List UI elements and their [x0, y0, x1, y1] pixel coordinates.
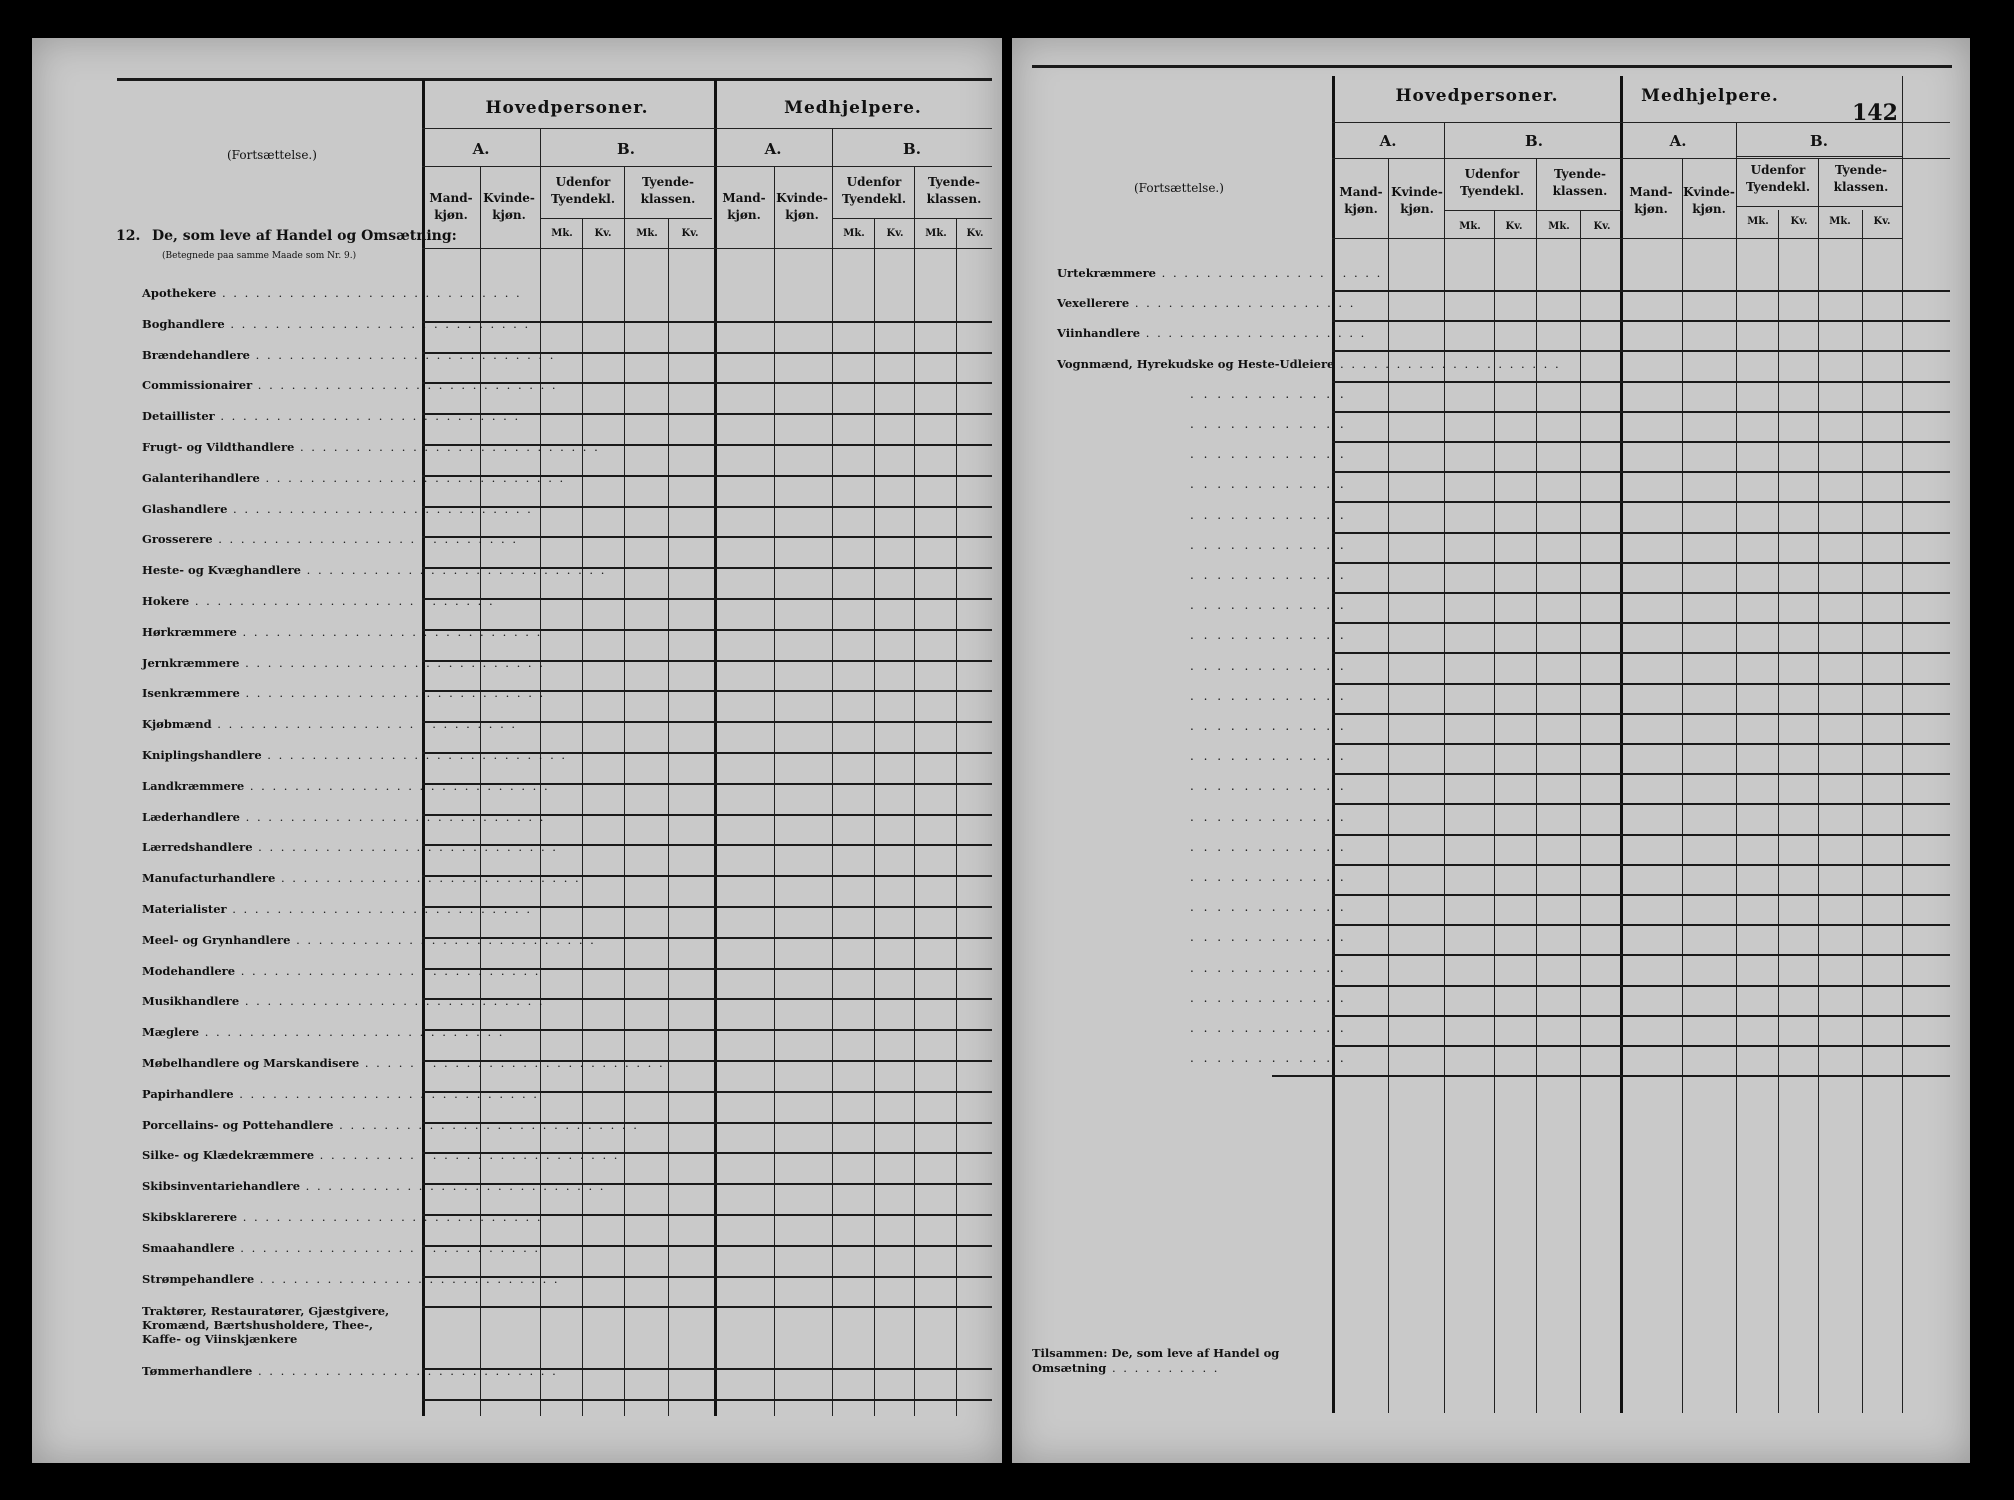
row-label-text: Landkræmmere — [142, 778, 245, 793]
row-label: Viinhandlere . . . . . . . . . . . . . . . . . . . . — [1057, 326, 1367, 341]
header-med-b-right: B. — [1810, 132, 1828, 150]
row-label-text: Frugt- og Vildthandlere — [142, 440, 295, 454]
header-medhjelpere: Medhjelpere. — [784, 98, 922, 118]
row-label: Musikhandlere . . . . . . . . . . . . . . . . . . . . . . . . . . . — [142, 994, 545, 1009]
row-rule — [1332, 864, 1950, 866]
column-rule — [582, 218, 583, 1416]
header-rule — [1444, 158, 1622, 159]
row-label-text: Commissionairer — [142, 378, 253, 393]
row-label: Commissionairer . . . . . . . . . . . . . . . . . . . . . . . . . . . — [142, 378, 558, 393]
column-rule — [1388, 158, 1389, 1413]
header-rule — [1444, 210, 1622, 211]
blank-row-dots: . . . . . . . . . . . . — [1190, 749, 1347, 764]
row-rule — [422, 598, 992, 600]
row-label: Porcellains- og Pottehandlere . . . . . . . . . . . . . . . . . . . . . . . . . . . — [142, 1117, 639, 1132]
row-label: Skibsinventariehandlere . . . . . . . . . . . . . . . . . . . . . . . . . . . — [142, 1179, 606, 1194]
row-label: Manufacturhandlere . . . . . . . . . . . . . . . . . . . . . . . . . . . — [142, 871, 581, 886]
header-udenfor-r2: Udenfor Tyendekl. — [1745, 163, 1811, 194]
header-kvindekjon-r2: Kvinde-kjøn. — [1683, 185, 1735, 216]
row-label: Boghandlere . . . . . . . . . . . . . . . . . . . . . . . . . . . — [142, 316, 531, 331]
row-rule — [1332, 532, 1950, 534]
row-rule — [1332, 1045, 1950, 1047]
header-mk-r1: Mk. — [1459, 221, 1481, 232]
row-label-text: Meel- og Grynhandlere — [142, 932, 291, 947]
blank-row-dots: . . . . . . . . . . . . — [1190, 990, 1347, 1005]
header-rule — [422, 128, 992, 129]
section-note: (Betegnede paa samme Maade som Nr. 9.) — [162, 251, 357, 261]
row-label: Galanterihandlere . . . . . . . . . . . . . . . . . . . . . . . . . . . — [142, 470, 566, 485]
row-label-text: Manufacturhandlere — [142, 871, 276, 886]
row-label: Skibsklarerere . . . . . . . . . . . . . . . . . . . . . . . . . . . — [142, 1210, 543, 1224]
row-label: Vognmænd, Hyrekudske og Heste-Udleiere . . . . . . . . . . . . . . . . . . . . — [1057, 356, 1561, 371]
header-kv-3: Kv. — [886, 228, 904, 239]
header-hoved-b: B. — [617, 140, 635, 158]
row-rule — [1332, 803, 1950, 805]
row-label-text: Møbelhandlere og Marskandisere — [142, 1056, 360, 1070]
row-rule — [1332, 471, 1950, 473]
header-mk-3: Mk. — [843, 228, 865, 239]
row-rule — [1332, 773, 1950, 775]
row-label: Hørkræmmere . . . . . . . . . . . . . . . . . . . . . . . . . . . — [142, 624, 543, 639]
row-label-text: Galanterihandlere — [142, 470, 260, 485]
row-label: Mæglere . . . . . . . . . . . . . . . . . . . . . . . . . . . — [142, 1025, 505, 1040]
header-kv-1: Kv. — [594, 228, 612, 239]
section-number: 12. — [116, 228, 141, 244]
row-rule — [1332, 622, 1950, 624]
header-hovedpersoner-right: Hovedpersoner. — [1395, 86, 1559, 106]
row-label-text: Strømpehandlere — [142, 1271, 255, 1286]
row-label: Heste- og Kvæghandlere . . . . . . . . . . . . . . . . . . . . . . . . . . . — [142, 563, 607, 578]
header-med-a-right: A. — [1669, 132, 1687, 150]
row-label: Frugt- og Vildthandlere . . . . . . . . . . . . . . . . . . . . . . . . . . . — [142, 440, 600, 454]
row-label-text: Urtekræmmere — [1057, 266, 1156, 280]
row-label-text: Smaahandlere — [142, 1240, 235, 1255]
header-mk-4: Mk. — [925, 228, 947, 239]
row-label: Modehandlere . . . . . . . . . . . . . . . . . . . . . . . . . . . — [142, 963, 541, 978]
row-label — [142, 1304, 412, 1346]
header-kvindekjon-2: Kvinde-kjøn. — [776, 191, 828, 222]
row-rule — [1332, 320, 1950, 322]
header-mk-1: Mk. — [551, 228, 573, 239]
blank-row-dots: . . . . . . . . . . . . — [1190, 417, 1347, 431]
row-rule — [1332, 652, 1950, 654]
header-mk-r4: Mk. — [1829, 216, 1851, 227]
row-rule — [1332, 562, 1950, 564]
row-label: Landkræmmere . . . . . . . . . . . . . . . . . . . . . . . . . . . — [142, 778, 550, 793]
row-label-text: Grosserere — [142, 532, 213, 547]
row-label-text: Isenkræmmere — [142, 686, 240, 701]
continuation-label-right: (Fortsættelse.) — [1134, 181, 1224, 195]
blank-row-dots: . . . . . . . . . . . . — [1190, 688, 1347, 703]
blank-row-dots: . . . . . . . . . . . . — [1190, 447, 1347, 462]
left-page — [32, 38, 1002, 1463]
row-label-text: Papirhandlere — [142, 1086, 234, 1101]
row-label-text: Tømmerhandlere — [142, 1364, 253, 1379]
row-rule — [422, 1306, 992, 1308]
row-rule — [422, 1029, 992, 1031]
blank-row-dots: . . . . . . . . . . . . — [1190, 870, 1347, 884]
row-label: Kjøbmænd . . . . . . . . . . . . . . . . . . . . . . . . . . . — [142, 717, 518, 732]
blank-row-dots: . . . . . . . . . . . . — [1190, 1051, 1347, 1066]
row-label: Møbelhandlere og Marskandisere . . . . . . . . . . . . . . . . . . . . . . . . . . . — [142, 1056, 665, 1070]
row-label: Vexellerere . . . . . . . . . . . . . . . . . . . . — [1057, 296, 1356, 311]
row-label-text: Læderhandlere — [142, 809, 240, 824]
blank-row-dots: . . . . . . . . . . . . — [1190, 719, 1347, 733]
row-rule — [1332, 501, 1950, 503]
row-label-text: Apothekere — [142, 286, 217, 300]
top-rule — [117, 78, 992, 81]
header-rule — [540, 166, 712, 167]
header-rule — [1736, 206, 1902, 207]
column-rule — [1736, 122, 1737, 1413]
header-tyende-2: Tyende-klassen. — [926, 175, 982, 206]
blank-row-dots: . . . . . . . . . . . . — [1190, 507, 1347, 522]
row-rule — [1332, 290, 1950, 292]
row-rule — [422, 1399, 992, 1401]
header-hoved-b-right: B. — [1525, 132, 1543, 150]
header-mk-r3: Mk. — [1747, 216, 1769, 227]
row-label-text: Brændehandlere — [142, 347, 250, 362]
header-tyende-r1: Tyende-klassen. — [1552, 167, 1608, 198]
blank-row-dots: . . . . . . . . . . . . — [1190, 839, 1347, 854]
row-rule — [1332, 1015, 1950, 1017]
row-rule — [1332, 683, 1950, 685]
row-label: Hokere . . . . . . . . . . . . . . . . . . . . . . . . . . . — [142, 594, 495, 608]
row-label: Jernkræmmere . . . . . . . . . . . . . . . . . . . . . . . . . . . — [142, 655, 545, 670]
total-label-text: Tilsammen: De, som leve af Handel og Omsætning — [1032, 1346, 1280, 1375]
continuation-label: (Fortsættelse.) — [227, 148, 317, 162]
header-rule — [1332, 238, 1902, 239]
column-rule — [1444, 122, 1445, 1413]
header-tyende-r2: Tyende-klassen. — [1833, 163, 1889, 194]
blank-row-dots: . . . . . . . . . . . . — [1190, 386, 1347, 401]
row-label-text: Skibsinventariehandlere — [142, 1179, 301, 1194]
row-label: Silke- og Klædekræmmere . . . . . . . . . . . . . . . . . . . . . . . . . . . — [142, 1148, 620, 1163]
header-udenfor-2: Udenfor Tyendekl. — [841, 175, 907, 206]
row-label-text: Glashandlere — [142, 501, 228, 516]
header-udenfor-r1: Udenfor Tyendekl. — [1459, 167, 1525, 198]
row-label: Tømmerhandlere . . . . . . . . . . . . . . . . . . . . . . . . . . . — [142, 1364, 558, 1379]
column-rule — [1682, 158, 1683, 1413]
blank-row-dots: . . . . . . . . . . . . — [1190, 930, 1347, 945]
row-label: Urtekræmmere . . . . . . . . . . . . . . . . . . . . — [1057, 266, 1383, 280]
top-rule-right — [1032, 65, 1952, 68]
row-rule — [1332, 954, 1950, 956]
blank-row-dots: . . . . . . . . . . . . — [1190, 658, 1347, 673]
row-label: Smaahandlere . . . . . . . . . . . . . . . . . . . . . . . . . . . — [142, 1240, 541, 1255]
row-label: Apothekere . . . . . . . . . . . . . . . . . . . . . . . . . . . — [142, 286, 522, 300]
row-label: Papirhandlere . . . . . . . . . . . . . . . . . . . . . . . . . . . — [142, 1086, 539, 1101]
row-label-text: Materialister — [142, 902, 227, 916]
header-hoved-a: A. — [472, 140, 490, 158]
row-label-text: Modehandlere — [142, 963, 236, 978]
header-mandkjon-r2: Mand-kjøn. — [1629, 185, 1673, 216]
row-label: Grosserere . . . . . . . . . . . . . . . . . . . . . . . . . . . — [142, 532, 518, 547]
row-label-text: Jernkræmmere — [142, 655, 240, 670]
row-label-text: Hørkræmmere — [142, 624, 237, 639]
row-label-text: Vexellerere — [1057, 296, 1130, 311]
row-label-text: Mæglere — [142, 1025, 200, 1040]
header-mk-r2: Mk. — [1548, 221, 1570, 232]
header-kv-2: Kv. — [681, 228, 699, 239]
header-kvindekjon-1: Kvinde-kjøn. — [483, 191, 535, 222]
header-rule — [1736, 156, 1902, 157]
blank-row-dots: . . . . . . . . . . . . — [1190, 900, 1347, 915]
row-label-text: Skibsklarerere — [142, 1210, 238, 1224]
row-rule — [1332, 834, 1950, 836]
row-rule — [1332, 411, 1950, 413]
total-rule — [1272, 1075, 1332, 1077]
row-label-text: Lærredshandlere — [142, 840, 253, 855]
column-rule — [1778, 210, 1779, 1413]
row-label-text: Musikhandlere — [142, 994, 240, 1009]
blank-row-dots: . . . . . . . . . . . . — [1190, 779, 1347, 794]
blank-row-dots: . . . . . . . . . . . . — [1190, 1021, 1347, 1035]
row-rule — [1332, 381, 1950, 383]
header-med-b: B. — [903, 140, 921, 158]
header-mk-2: Mk. — [636, 228, 658, 239]
page-number: 142 — [1852, 100, 1898, 126]
total-label: Tilsammen: De, som leve af Handel og Omsætning . . . . . . . . . . — [1032, 1346, 1280, 1375]
header-udenfor-1: Udenfor Tyendekl. — [550, 175, 616, 206]
header-mandkjon-2: Mand-kjøn. — [722, 191, 766, 222]
row-label-text: Boghandlere — [142, 316, 225, 331]
header-kvindekjon-r1: Kvinde-kjøn. — [1391, 185, 1443, 216]
row-label: Materialister . . . . . . . . . . . . . . . . . . . . . . . . . . . — [142, 902, 532, 916]
header-kv-r1: Kv. — [1505, 221, 1523, 232]
row-label-text: Heste- og Kvæghandlere — [142, 563, 301, 578]
row-rule — [1332, 743, 1950, 745]
blank-row-dots: . . . . . . . . . . . . — [1190, 537, 1347, 552]
row-label-text: Silke- og Klædekræmmere — [142, 1148, 315, 1163]
header-kv-r4: Kv. — [1873, 216, 1891, 227]
row-label: Kniplingshandlere . . . . . . . . . . . . . . . . . . . . . . . . . . . — [142, 748, 568, 762]
header-kv-r2: Kv. — [1593, 221, 1611, 232]
row-rule — [1332, 441, 1950, 443]
row-rule — [1332, 592, 1950, 594]
header-mandkjon-1: Mand-kjøn. — [429, 191, 473, 222]
header-med-a: A. — [764, 140, 782, 158]
row-label-text: Kniplingshandlere — [142, 748, 262, 762]
row-label: Lærredshandlere . . . . . . . . . . . . . . . . . . . . . . . . . . . — [142, 840, 558, 855]
header-rule — [422, 248, 992, 249]
row-rule — [1332, 713, 1950, 715]
row-label-text: Hokere — [142, 594, 190, 608]
row-rule — [1332, 894, 1950, 896]
blank-row-dots: . . . . . . . . . . . . — [1190, 628, 1347, 643]
row-label-text: Kjøbmænd — [142, 717, 212, 732]
blank-row-dots: . . . . . . . . . . . . — [1190, 960, 1347, 975]
row-rule — [1332, 350, 1950, 352]
blank-row-dots: . . . . . . . . . . . . — [1190, 598, 1347, 613]
header-rule — [832, 166, 992, 167]
column-rule — [1536, 158, 1537, 1413]
row-label: Detaillister . . . . . . . . . . . . . . . . . . . . . . . . . . . — [142, 409, 521, 424]
row-label-text: Traktører, Restauratører, Gjæstgivere, Kromænd, Bærtshusholdere, Thee-, Kaffe- og Viinskjænkere — [142, 1304, 390, 1347]
row-label-text: Porcellains- og Pottehandlere — [142, 1117, 334, 1132]
header-kv-4: Kv. — [966, 228, 984, 239]
row-label-text: Viinhandlere — [1057, 326, 1141, 341]
row-label: Læderhandlere . . . . . . . . . . . . . . . . . . . . . . . . . . . — [142, 809, 546, 824]
header-hoved-a-right: A. — [1379, 132, 1397, 150]
header-rule — [832, 218, 992, 219]
column-rule — [874, 218, 875, 1416]
column-rule — [668, 218, 669, 1416]
header-rule — [1332, 158, 1950, 159]
blank-row-dots: . . . . . . . . . . . . — [1190, 809, 1347, 824]
header-tyende-1: Tyende-klassen. — [640, 175, 696, 206]
column-rule — [1862, 210, 1863, 1413]
right-page — [1012, 38, 1970, 1463]
header-hovedpersoner: Hovedpersoner. — [485, 98, 649, 118]
row-label: Isenkræmmere . . . . . . . . . . . . . . . . . . . . . . . . . . . — [142, 686, 546, 701]
blank-row-dots: . . . . . . . . . . . . — [1190, 568, 1347, 582]
header-mandkjon-r1: Mand-kjøn. — [1339, 185, 1383, 216]
row-label-text: Vognmænd, Hyrekudske og Heste-Udleiere — [1057, 356, 1335, 371]
row-label: Strømpehandlere . . . . . . . . . . . . . . . . . . . . . . . . . . . — [142, 1271, 560, 1286]
section-title: De, som leve af Handel og Omsætning: — [152, 228, 457, 244]
row-rule — [1332, 1075, 1950, 1077]
header-medhjelpere-right: Medhjelpere. — [1641, 86, 1779, 106]
column-rule — [1580, 210, 1581, 1413]
header-kv-r3: Kv. — [1790, 216, 1808, 227]
row-rule — [1332, 924, 1950, 926]
row-label-text: Detaillister — [142, 409, 215, 424]
row-label: Brændehandlere . . . . . . . . . . . . . . . . . . . . . . . . . . . — [142, 347, 556, 362]
row-label: Glashandlere . . . . . . . . . . . . . . . . . . . . . . . . . . . — [142, 501, 533, 516]
header-rule — [540, 218, 712, 219]
column-rule — [956, 218, 957, 1416]
column-rule — [1494, 210, 1495, 1413]
row-rule — [1332, 985, 1950, 987]
column-rule — [1818, 158, 1819, 1413]
row-label: Meel- og Grynhandlere . . . . . . . . . . . . . . . . . . . . . . . . . . . — [142, 932, 596, 947]
blank-row-dots: . . . . . . . . . . . . — [1190, 477, 1347, 492]
